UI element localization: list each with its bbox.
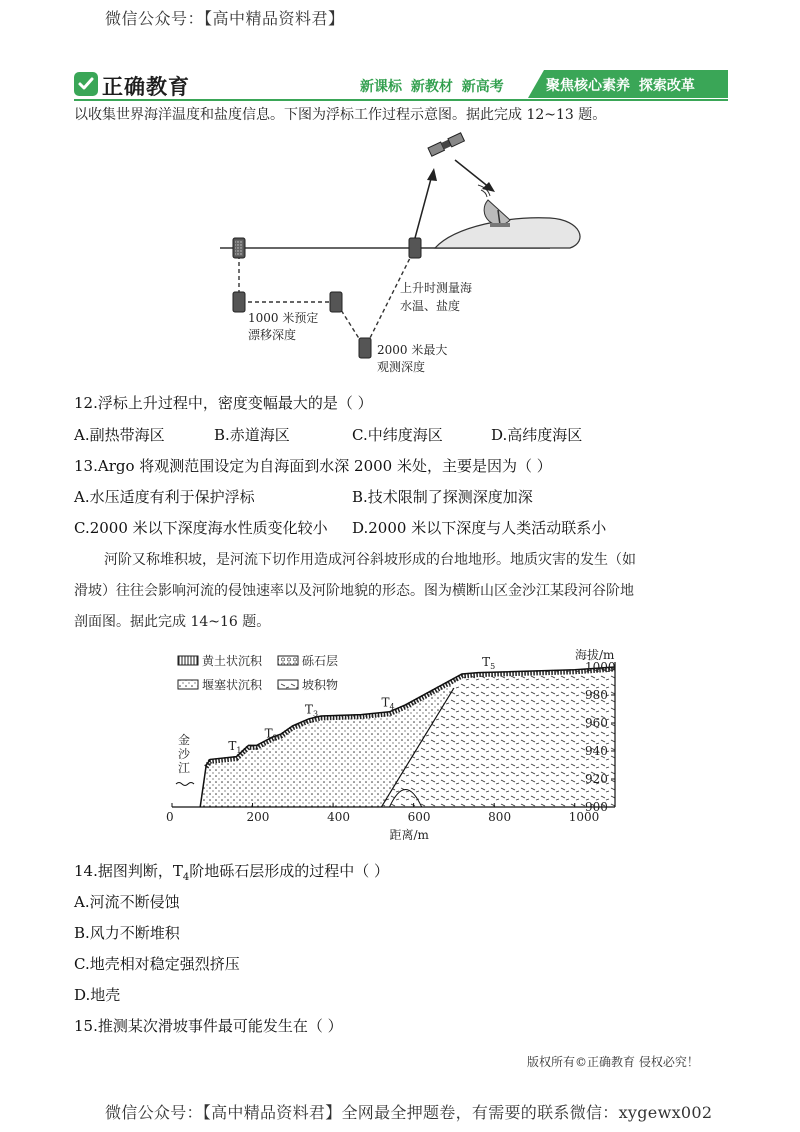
question-13-stem: 13.Argo 将观测范围设定为自海面到水深 2000 米处，主要是因为（ ） — [74, 457, 552, 475]
x-tick-label: 400 — [327, 810, 350, 824]
x-tick-label: 200 — [246, 810, 270, 824]
legend-gravel: 砾石层 — [302, 654, 339, 668]
q13-option-d[interactable]: D.2000 米以下深度与人类活动联系小 — [352, 519, 607, 537]
label-max-2: 观测深度 — [377, 360, 426, 374]
passage-line-2: 滑坡）往往会影响河流的侵蚀速率以及河阶地貌的形态。图为横断山区金沙江某段河谷阶地 — [74, 583, 634, 599]
q12-option-c[interactable]: C.中纬度海区 — [352, 426, 443, 444]
y-tick-label: 900 — [585, 800, 608, 814]
q12-option-a[interactable]: A.副热带海区 — [74, 426, 165, 444]
terrace-label-T4: $T_4$ — [381, 695, 395, 712]
x-axis-label: 距离/m — [389, 828, 429, 842]
river-label-char: 江 — [178, 761, 191, 775]
q14-option-c[interactable]: C.地壳相对稳定强烈挤压 — [74, 955, 240, 973]
page-header — [74, 70, 728, 100]
top-wechat-banner: 微信公众号：【高中精品资料君】 — [105, 9, 345, 28]
copyright-notice: 版权所有©正确教育 侵权必究！ — [527, 1055, 699, 1069]
y-tick-label: 1000 — [585, 660, 616, 674]
float-buoy — [233, 292, 245, 312]
passage-line-3: 剖面图。据此完成 14~16 题。 — [74, 614, 271, 630]
q13-option-a[interactable]: A.水压适度有利于保护浮标 — [74, 488, 255, 506]
question-14-stem: 14.据图判断，$T_4$阶地砾石层形成的过程中（ ） — [74, 862, 390, 883]
slogan-left: 新课标 新教材 新高考 — [360, 79, 504, 95]
q14-option-a[interactable]: A.河流不断侵蚀 — [74, 893, 180, 911]
label-ascend-1: 上升时测量海 — [400, 281, 473, 295]
x-tick-label: 800 — [488, 810, 512, 824]
x-tick-label: 1000 — [568, 810, 600, 824]
label-max-1: 2000 米最大 — [377, 343, 448, 357]
float-buoy — [359, 338, 371, 358]
float-buoy — [330, 292, 342, 312]
check-logo-icon — [74, 72, 98, 96]
label-drift-1: 1000 米预定 — [248, 311, 319, 325]
terrace-label-T2: $T_2$ — [264, 726, 278, 743]
water-wave-icon — [176, 783, 194, 786]
downlink-arrow — [455, 160, 490, 188]
terrace-label-T1: $T_1$ — [228, 739, 242, 755]
q12-option-b[interactable]: B.赤道海区 — [214, 426, 290, 444]
slogan-right: 聚焦核心素养 探索改革 — [546, 78, 695, 94]
float-process-diagram — [210, 130, 600, 380]
y-tick-label: 940 — [585, 744, 608, 758]
q13-option-c[interactable]: C.2000 米以下深度海水性质变化较小 — [74, 519, 328, 537]
brand-logo-text: 正确教育 — [102, 75, 190, 99]
q12-option-d[interactable]: D.高纬度海区 — [491, 426, 583, 444]
header-divider — [74, 99, 728, 101]
label-drift-2: 漂移深度 — [248, 328, 297, 342]
q13-option-b[interactable]: B.技术限制了探测深度加深 — [352, 488, 533, 506]
x-tick-label: 600 — [407, 810, 431, 824]
y-tick-label: 980 — [585, 688, 608, 702]
terrace-profile-chart — [160, 642, 640, 852]
float-buoy — [409, 238, 421, 258]
float-buoy — [233, 238, 245, 258]
bottom-wechat-banner: 微信公众号：【高中精品资料君】全网最全押题卷，有需要的联系微信：xygewx002 — [105, 1103, 713, 1122]
legend-dammed: 堰塞状沉积 — [202, 678, 263, 692]
question-15-stem: 15.推测某次滑坡事件最可能发生在（ ） — [74, 1017, 343, 1035]
x-tick-label: 0 — [166, 810, 174, 824]
river-label-char: 金 — [178, 733, 191, 747]
y-tick-label: 920 — [585, 772, 608, 786]
satellite-icon — [428, 133, 464, 156]
q14-option-d[interactable]: D.地壳 — [74, 986, 121, 1004]
uplink-arrow — [415, 175, 432, 238]
y-tick-label: 960 — [585, 716, 608, 730]
passage-line-1: 河阶又称堆积坡，是河流下切作用造成河谷斜坡形成的台地地形。地质灾害的发生（如 — [104, 552, 636, 568]
intro-text: 以收集世界海洋温度和盐度信息。下图为浮标工作过程示意图。据此完成 12~13 题。 — [74, 107, 607, 123]
label-ascend-2: 水温、盐度 — [400, 299, 461, 313]
question-12-stem: 12.浮标上升过程中，密度变幅最大的是（ ） — [74, 394, 373, 412]
legend-colluvium: 坡积物 — [302, 678, 339, 692]
terrace-label-T3: $T_3$ — [304, 702, 319, 719]
terrace-label-T5: $T_5$ — [482, 655, 496, 671]
legend-loess: 黄土状沉积 — [202, 654, 263, 668]
river-label-char: 沙 — [178, 747, 191, 761]
q14-option-b[interactable]: B.风力不断堆积 — [74, 924, 180, 942]
y-axis-label: 海拔/m — [575, 648, 615, 662]
chart-legend — [178, 653, 338, 692]
